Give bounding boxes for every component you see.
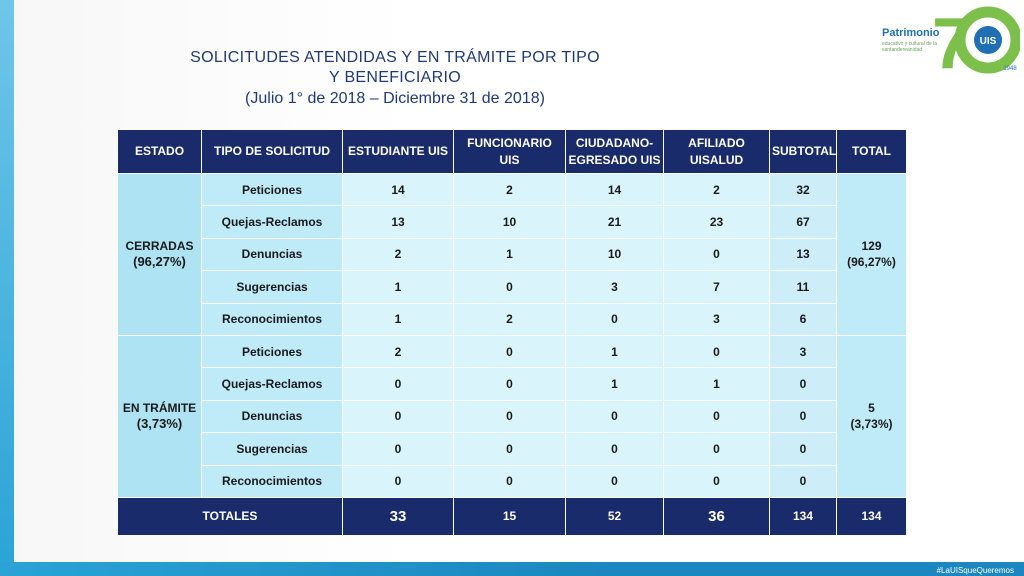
ciudadano-cell: 21 — [566, 206, 664, 238]
total-pct: (3,73%) — [850, 417, 893, 432]
totals-estudiante: 33 — [343, 497, 454, 535]
afiliado-cell: 23 — [664, 206, 770, 238]
funcionario-cell: 0 — [454, 271, 566, 303]
logo-tagline: educativo y cultural de la santandereanidad — [882, 41, 938, 53]
funcionario-cell: 10 — [454, 206, 566, 238]
totals-total: 134 — [837, 497, 907, 535]
header-tipo: TIPO DE SOLICITUD — [202, 130, 343, 174]
tipo-cell: Denuncias — [202, 400, 343, 432]
table-row — [118, 238, 907, 270]
subtotal-cell: 0 — [770, 368, 837, 400]
slide-title — [150, 48, 640, 110]
table-row — [118, 303, 907, 335]
table-row — [118, 335, 907, 367]
funcionario-cell: 0 — [454, 335, 566, 367]
ciudadano-cell: 1 — [566, 368, 664, 400]
funcionario-cell: 0 — [454, 465, 566, 497]
total-cerradas — [837, 174, 907, 336]
logo-year: 1948 — [1003, 66, 1017, 72]
tipo-cell: Peticiones — [202, 174, 343, 206]
logo-emblem-text: UIS — [979, 36, 997, 47]
totals-subtotal: 134 — [770, 497, 837, 535]
title-line-1: SOLICITUDES ATENDIDAS Y EN TRÁMITE POR TIPO — [190, 49, 600, 66]
total-value: 129 — [861, 239, 882, 254]
tipo-cell: Denuncias — [202, 238, 343, 270]
funcionario-cell: 0 — [454, 400, 566, 432]
logo-name: Patrimonio — [882, 27, 940, 39]
afiliado-cell: 0 — [664, 400, 770, 432]
estudiante-cell: 2 — [343, 335, 454, 367]
header-estudiante: ESTUDIANTE UIS — [343, 130, 454, 174]
estudiante-cell: 0 — [343, 465, 454, 497]
title-date-range: (Julio 1° de 2018 – Diciembre 31 de 2018) — [245, 90, 545, 107]
estado-en-tramite — [118, 335, 202, 497]
estudiante-cell: 2 — [343, 238, 454, 270]
estudiante-cell: 0 — [343, 433, 454, 465]
header-subtotal: SUBTOTAL — [770, 130, 837, 174]
tipo-cell: Reconocimientos — [202, 465, 343, 497]
afiliado-cell: 7 — [664, 271, 770, 303]
afiliado-cell: 0 — [664, 335, 770, 367]
title-line-2: Y BENEFICIARIO — [329, 69, 461, 86]
uis-logo — [878, 4, 1020, 74]
ciudadano-cell: 0 — [566, 400, 664, 432]
footer-hashtag: #LaUISqueQueremos — [936, 566, 1014, 575]
table-row — [118, 174, 907, 206]
subtotal-cell: 32 — [770, 174, 837, 206]
estudiante-cell: 0 — [343, 368, 454, 400]
ciudadano-cell: 1 — [566, 335, 664, 367]
estado-cerradas — [118, 174, 202, 336]
header-total: TOTAL — [837, 130, 907, 174]
estado-label: EN TRÁMITE — [122, 401, 197, 416]
table-row — [118, 368, 907, 400]
afiliado-cell: 0 — [664, 238, 770, 270]
afiliado-cell: 3 — [664, 303, 770, 335]
ciudadano-cell: 10 — [566, 238, 664, 270]
totals-ciudadano: 52 — [566, 497, 664, 535]
requests-table — [117, 129, 907, 536]
afiliado-cell: 0 — [664, 465, 770, 497]
table-row — [118, 400, 907, 432]
subtotal-cell: 3 — [770, 335, 837, 367]
table-row — [118, 465, 907, 497]
funcionario-cell: 2 — [454, 303, 566, 335]
tipo-cell: Peticiones — [202, 335, 343, 367]
subtotal-cell: 0 — [770, 433, 837, 465]
uis-70-years-icon — [930, 4, 1020, 74]
afiliado-cell: 1 — [664, 368, 770, 400]
subtotal-cell: 6 — [770, 303, 837, 335]
table-row — [118, 433, 907, 465]
ciudadano-cell: 14 — [566, 174, 664, 206]
table-row — [118, 206, 907, 238]
table-header-row — [118, 130, 907, 174]
subtotal-cell: 0 — [770, 400, 837, 432]
totals-funcionario: 15 — [454, 497, 566, 535]
subtotal-cell: 67 — [770, 206, 837, 238]
header-estado: ESTADO — [118, 130, 202, 174]
ciudadano-cell: 3 — [566, 271, 664, 303]
totals-label: TOTALES — [118, 497, 343, 535]
estudiante-cell: 1 — [343, 303, 454, 335]
header-funcionario: FUNCIONARIO UIS — [454, 130, 566, 174]
subtotal-cell: 13 — [770, 238, 837, 270]
estado-pct: (3,73%) — [136, 416, 183, 432]
bottom-accent-band — [0, 562, 1024, 576]
tipo-cell: Reconocimientos — [202, 303, 343, 335]
estudiante-cell: 0 — [343, 400, 454, 432]
totals-afiliado: 36 — [664, 497, 770, 535]
svg-text:7: 7 — [932, 4, 973, 74]
estado-pct: (96,27%) — [133, 254, 186, 270]
funcionario-cell: 1 — [454, 238, 566, 270]
subtotal-cell: 0 — [770, 465, 837, 497]
total-value: 5 — [868, 401, 875, 416]
table-row — [118, 271, 907, 303]
header-afiliado: AFILIADO UISALUD — [664, 130, 770, 174]
funcionario-cell: 0 — [454, 368, 566, 400]
funcionario-cell: 2 — [454, 174, 566, 206]
tipo-cell: Quejas-Reclamos — [202, 206, 343, 238]
estado-label: CERRADAS — [125, 239, 194, 254]
total-pct: (96,27%) — [847, 255, 896, 270]
tipo-cell: Sugerencias — [202, 433, 343, 465]
estudiante-cell: 13 — [343, 206, 454, 238]
ciudadano-cell: 0 — [566, 433, 664, 465]
ciudadano-cell: 0 — [566, 303, 664, 335]
total-en-tramite — [837, 335, 907, 497]
header-ciudadano: CIUDADANO-EGRESADO UIS — [566, 130, 664, 174]
tipo-cell: Sugerencias — [202, 271, 343, 303]
subtotal-cell: 11 — [770, 271, 837, 303]
estudiante-cell: 14 — [343, 174, 454, 206]
afiliado-cell: 2 — [664, 174, 770, 206]
ciudadano-cell: 0 — [566, 465, 664, 497]
funcionario-cell: 0 — [454, 433, 566, 465]
left-accent-bar — [0, 0, 14, 576]
estudiante-cell: 1 — [343, 271, 454, 303]
tipo-cell: Quejas-Reclamos — [202, 368, 343, 400]
totals-row — [118, 497, 907, 535]
afiliado-cell: 0 — [664, 433, 770, 465]
